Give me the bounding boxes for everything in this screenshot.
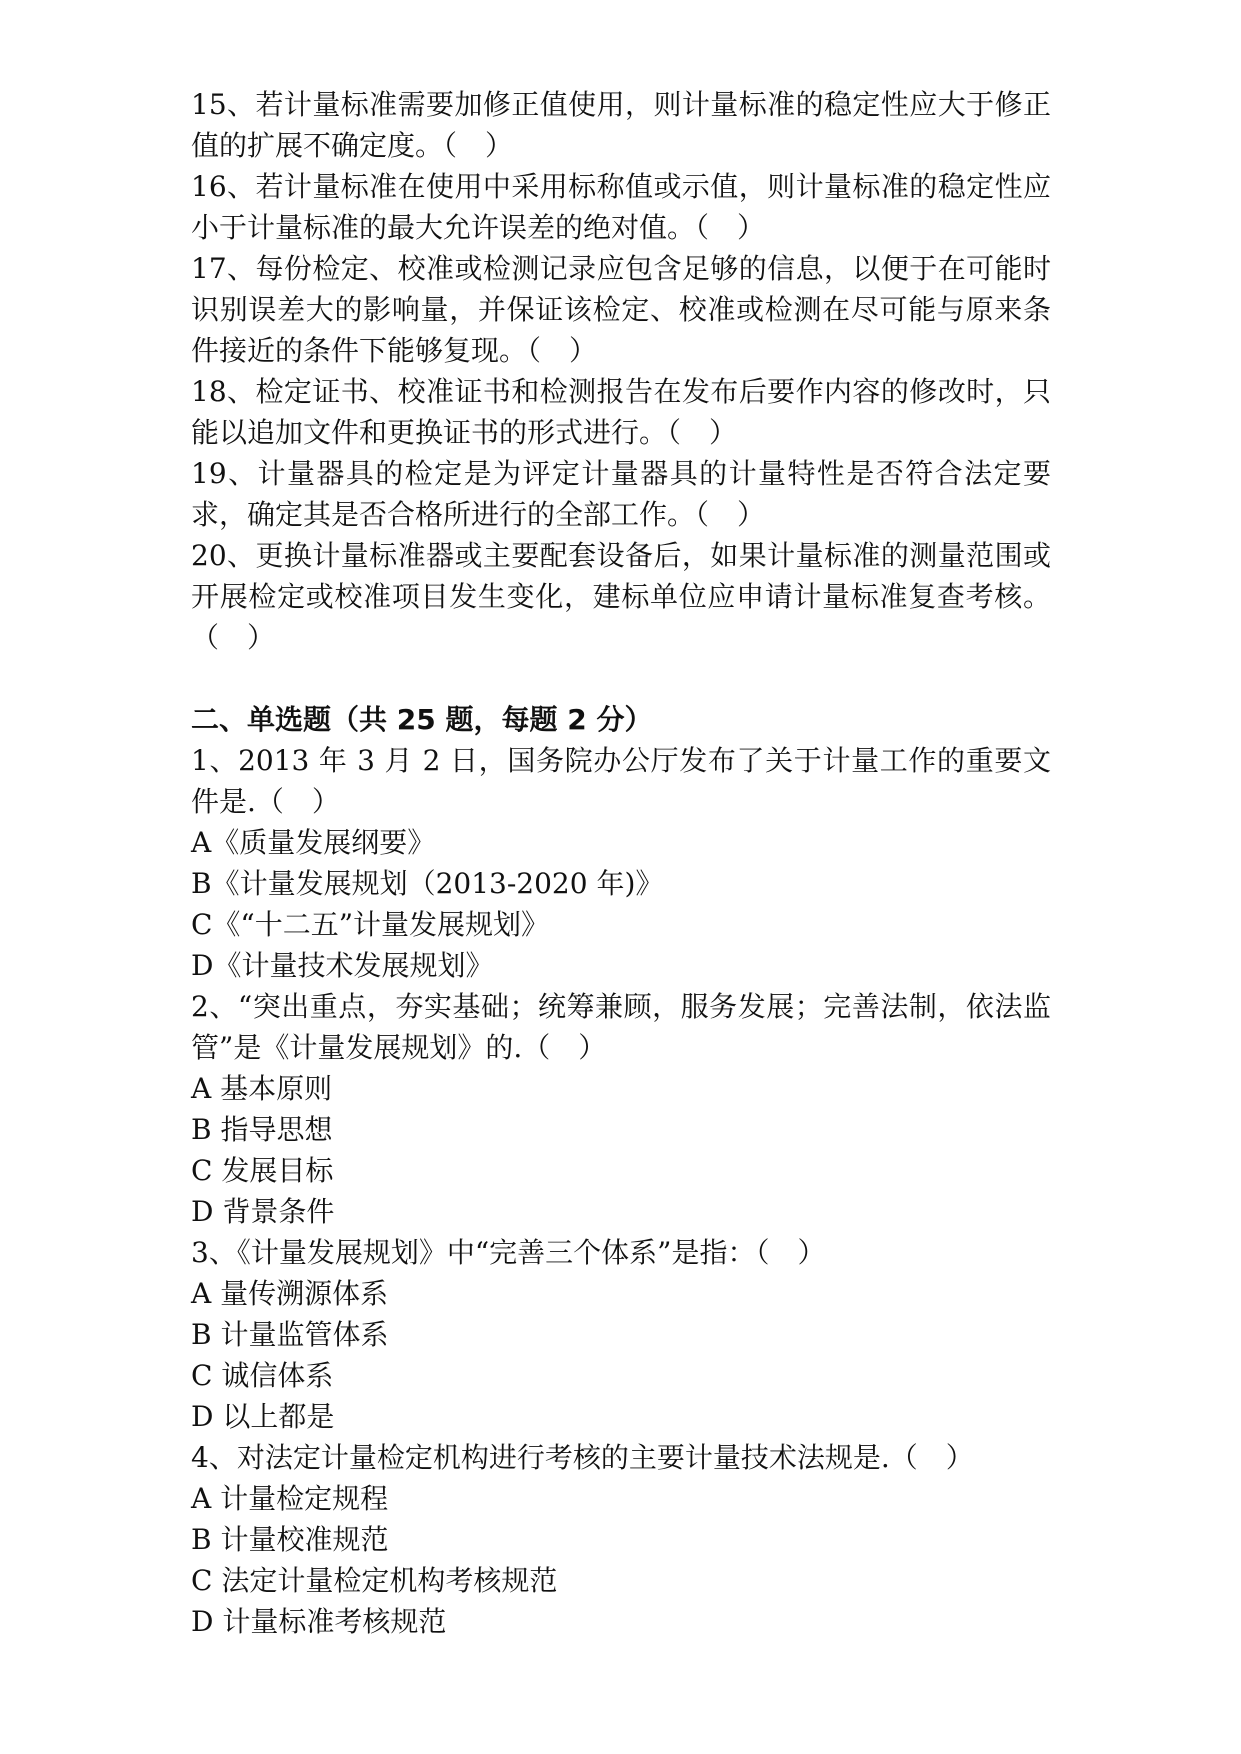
question-3 [191,1232,1051,1437]
section-title-single-choice: 二、单选题（共 25 题，每题 2 分） [191,703,653,736]
option-a: A 量传溯源体系 [191,1277,389,1310]
option-d: D《计量技术发展规划》 [191,949,494,982]
truefalse-item-18: 18、检定证书、校准证书和检测报告在发布后要作内容的修改时，只能以追加文件和更换证书的形式进行。（ ） [191,375,1051,449]
truefalse-item-17: 17、每份检定、校准或检测记录应包含足够的信息，以便于在可能时识别误差大的影响量，并保证该检定、校准或检测在尽可能与原来条件接近的条件下能够复现。（ ） [191,252,1051,367]
question-stem: 4、对法定计量检定机构进行考核的主要计量技术法规是.（ ） [191,1441,974,1474]
option-b: B 指导思想 [191,1113,333,1146]
option-c: C 法定计量检定机构考核规范 [191,1564,558,1597]
question-stem: 2、“突出重点，夯实基础；统筹兼顾，服务发展；完善法制，依法监管”是《计量发展规划》的.（ ） [191,990,1051,1064]
question-stem: 1、2013 年 3 月 2 日，国务院办公厅发布了关于计量工作的重要文件是.（ ） [191,744,1051,818]
option-c: C 发展目标 [191,1154,334,1187]
question-stem: 3、《计量发展规划》中“完善三个体系”是指：（ ） [191,1236,826,1269]
truefalse-item-20: 20、更换计量标准器或主要配套设备后，如果计量标准的测量范围或开展检定或校准项目发生变化，建标单位应申请计量标准复查考核。（ ） [191,539,1051,654]
option-a: A 基本原则 [191,1072,333,1105]
option-b: B 计量监管体系 [191,1318,389,1351]
document-body [191,84,1051,1642]
question-2 [191,986,1051,1232]
option-b: B《计量发展规划（2013-2020 年)》 [191,867,664,900]
option-a: A《质量发展纲要》 [191,826,436,859]
truefalse-item-15: 15、若计量标准需要加修正值使用，则计量标准的稳定性应大于修正值的扩展不确定度。（ ） [191,88,1051,162]
option-d: D 背景条件 [191,1195,335,1228]
truefalse-item-16: 16、若计量标准在使用中采用标称值或示值，则计量标准的稳定性应小于计量标准的最大允许误差的绝对值。（ ） [191,170,1051,244]
question-4 [191,1437,1051,1642]
question-1 [191,740,1051,986]
truefalse-item-19: 19、计量器具的检定是为评定计量器具的计量特性是否符合法定要求，确定其是否合格所进行的全部工作。（ ） [191,457,1051,531]
option-a: A 计量检定规程 [191,1482,389,1515]
option-b: B 计量校准规范 [191,1523,389,1556]
option-d: D 以上都是 [191,1400,335,1433]
option-d: D 计量标准考核规范 [191,1605,447,1638]
option-c: C《“十二五”计量发展规划》 [191,908,550,941]
section-spacer [191,658,1051,699]
option-c: C 诚信体系 [191,1359,334,1392]
